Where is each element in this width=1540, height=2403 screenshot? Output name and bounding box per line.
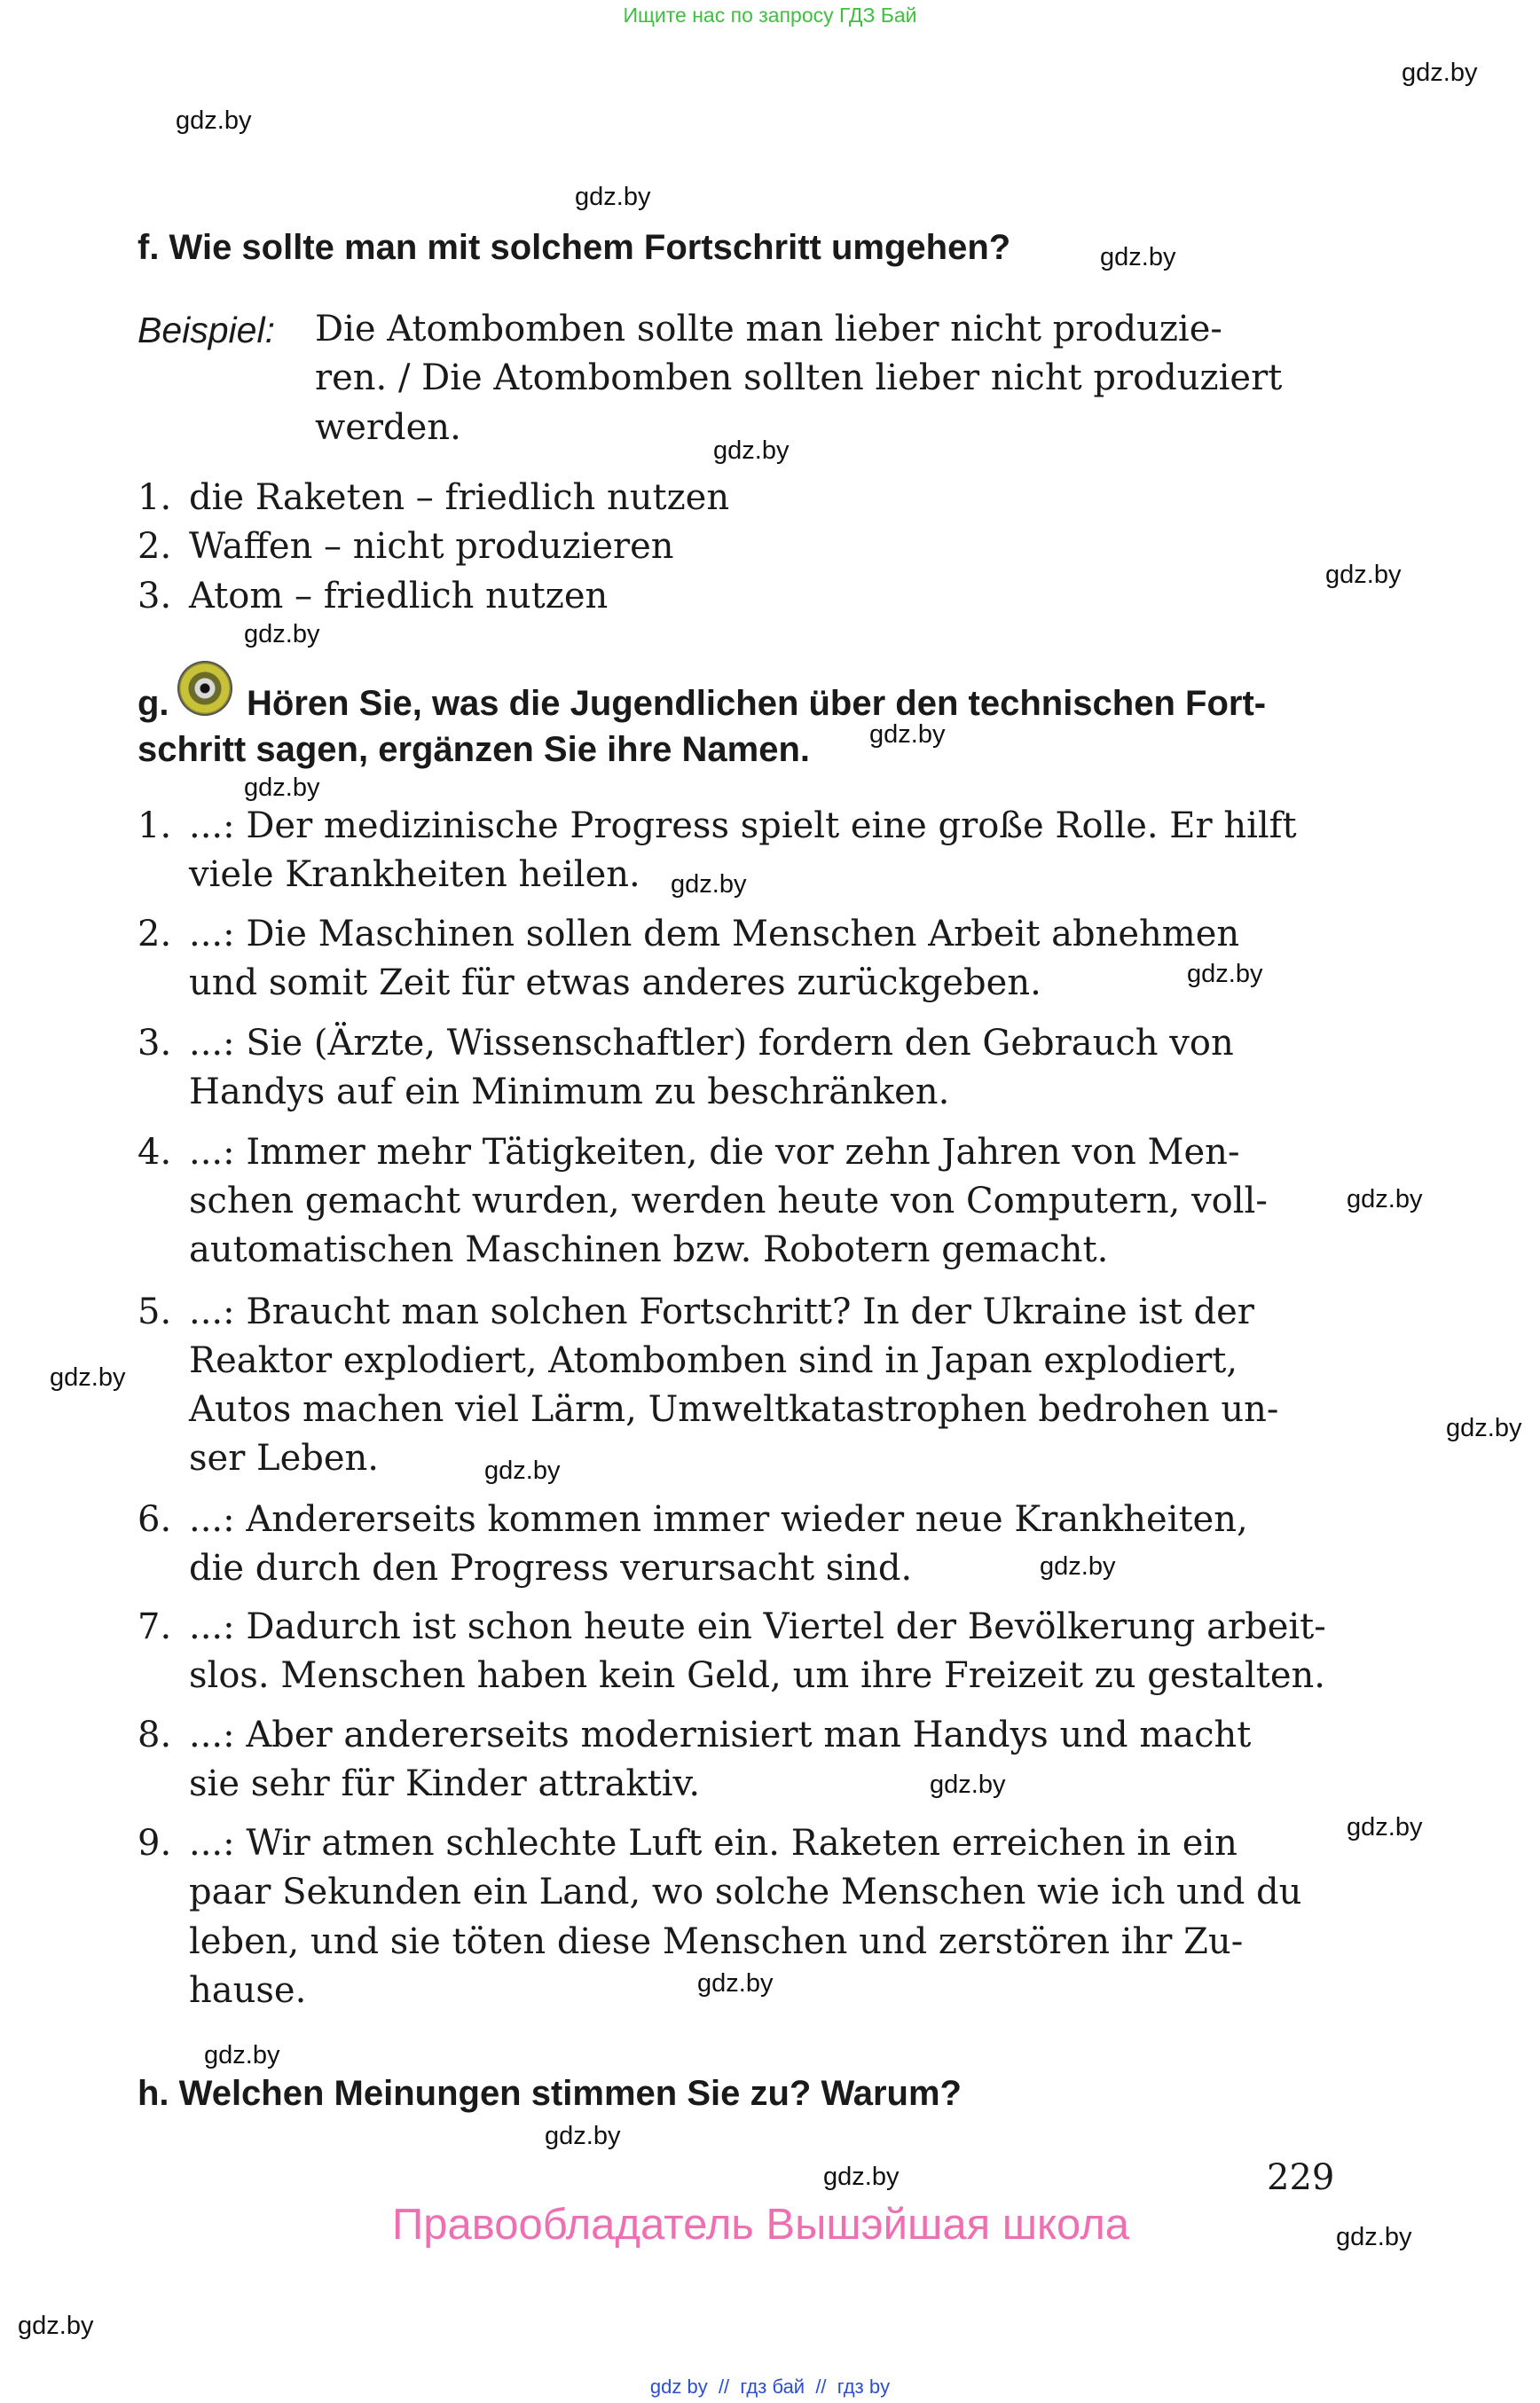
f-item-text: Waffen – nicht produzieren <box>189 526 674 567</box>
top-banner: Ищите нас по запросу ГДЗ Бай <box>623 4 917 27</box>
watermark: gdz.by <box>575 183 651 211</box>
watermark: gdz.by <box>1347 1185 1423 1213</box>
watermark: gdz.by <box>823 2163 900 2191</box>
watermark: gdz.by <box>930 1771 1006 1799</box>
f-item-number: 2. <box>138 526 172 567</box>
watermark: gdz.by <box>713 436 790 465</box>
g-item-line: hause. <box>189 1970 307 2011</box>
g-item-line: ...: Braucht man solchen Fortschritt? In der Ukraine ist der <box>189 1292 1254 1332</box>
g-item-line: die durch den Progress verursacht sind. <box>189 1548 913 1589</box>
g-item-number: 4. <box>138 1132 172 1173</box>
copyright-notice: Правообладатель Вышэйшая школа <box>392 2201 1130 2249</box>
g-item-number: 3. <box>138 1023 172 1064</box>
g-item-line: sie sehr für Kinder attraktiv. <box>189 1763 701 1804</box>
section-g-heading: schritt sagen, ergänzen Sie ihre Namen. <box>138 730 811 769</box>
watermark: gdz.by <box>1187 960 1263 988</box>
watermark: gdz.by <box>671 870 747 899</box>
g-item-line: ...: Der medizinische Progress spielt eine große Rolle. Er hilft <box>189 805 1297 846</box>
watermark: gdz.by <box>545 2122 621 2150</box>
g-item-line: schen gemacht wurden, werden heute von Computern, voll- <box>189 1181 1268 1221</box>
watermark: gdz.by <box>244 620 320 648</box>
g-item-line: ...: Immer mehr Tätigkeiten, die vor zehn Jahren von Men- <box>189 1132 1240 1173</box>
watermark: gdz.by <box>484 1457 561 1485</box>
section-h-heading: h. Welchen Meinungen stimmen Sie zu? Warum? <box>138 2074 962 2113</box>
g-item-line: leben, und sie töten diese Menschen und zerstören ihr Zu- <box>189 1921 1244 1962</box>
g-item-line: ser Leben. <box>189 1438 380 1479</box>
watermark: gdz.by <box>204 2041 280 2069</box>
g-item-number: 2. <box>138 914 172 954</box>
watermark: gdz.by <box>1402 59 1478 87</box>
f-item-number: 1. <box>138 477 172 518</box>
f-item-text: die Raketen – friedlich nutzen <box>189 477 730 518</box>
g-item-line: slos. Menschen haben kein Geld, um ihre Freizeit zu gestalten. <box>189 1655 1326 1696</box>
watermark: gdz.by <box>18 2312 94 2340</box>
g-item-number: 7. <box>138 1606 172 1647</box>
g-item-line: Handys auf ein Minimum zu beschränken. <box>189 1072 950 1112</box>
g-item-line: ...: Dadurch ist schon heute ein Viertel der Bevölkerung arbeit- <box>189 1606 1326 1647</box>
g-item-number: 5. <box>138 1292 172 1332</box>
g-item-number: 6. <box>138 1499 172 1540</box>
cd-icon <box>177 661 232 716</box>
beispiel-line: Die Atombomben sollte man lieber nicht produzie- <box>315 309 1222 349</box>
section-g-letter: g. <box>138 684 169 723</box>
g-item-line: ...: Wir atmen schlechte Luft ein. Raketen erreichen in ein <box>189 1823 1238 1864</box>
footer-links[interactable]: gdz by // гдз бай // гдз by <box>649 2376 891 2398</box>
g-item-line: Reaktor explodiert, Atombomben sind in Japan explodiert, <box>189 1340 1238 1381</box>
g-item-number: 8. <box>138 1715 172 1755</box>
watermark: gdz.by <box>1325 561 1402 589</box>
g-item-line: automatischen Maschinen bzw. Robotern gemacht. <box>189 1229 1109 1270</box>
g-item-line: ...: Andererseits kommen immer wieder neue Krankheiten, <box>189 1499 1248 1540</box>
page-number: 229 <box>1267 2157 1335 2198</box>
section-f-heading: f. Wie sollte man mit solchem Fortschritt umgehen? <box>138 228 1011 267</box>
g-item-line: ...: Sie (Ärzte, Wissenschaftler) fordern den Gebrauch von <box>189 1023 1234 1064</box>
watermark: gdz.by <box>1100 243 1176 271</box>
g-item-line: Autos machen viel Lärm, Umweltkatastrophen bedrohen un- <box>189 1389 1279 1430</box>
g-item-line: ...: Aber andererseits modernisiert man Handys und macht <box>189 1715 1252 1755</box>
beispiel-label: Beispiel: <box>138 310 275 350</box>
watermark: gdz.by <box>697 1969 774 1998</box>
g-item-line: paar Sekunden ein Land, wo solche Menschen wie ich und du <box>189 1872 1302 1912</box>
watermark: gdz.by <box>1446 1414 1522 1442</box>
beispiel-line: ren. / Die Atombomben sollten lieber nicht produziert <box>315 357 1283 398</box>
g-item-number: 9. <box>138 1823 172 1864</box>
beispiel-line: werden. <box>315 407 461 448</box>
watermark: gdz.by <box>176 106 252 135</box>
f-item-text: Atom – friedlich nutzen <box>189 576 609 616</box>
watermark: gdz.by <box>1040 1552 1116 1581</box>
f-item-number: 3. <box>138 576 172 616</box>
watermark: gdz.by <box>1336 2223 1412 2251</box>
watermark: gdz.by <box>244 774 320 802</box>
g-item-line: viele Krankheiten heilen. <box>189 854 640 895</box>
watermark: gdz.by <box>50 1363 126 1392</box>
watermark: gdz.by <box>1347 1813 1423 1842</box>
g-item-number: 1. <box>138 805 172 846</box>
watermark: gdz.by <box>869 720 946 749</box>
g-item-line: und somit Zeit für etwas anderes zurückgeben. <box>189 962 1041 1003</box>
section-g-heading: Hören Sie, was die Jugendlichen über den technischen Fort- <box>247 684 1267 723</box>
g-item-line: ...: Die Maschinen sollen dem Menschen Arbeit abnehmen <box>189 914 1240 954</box>
